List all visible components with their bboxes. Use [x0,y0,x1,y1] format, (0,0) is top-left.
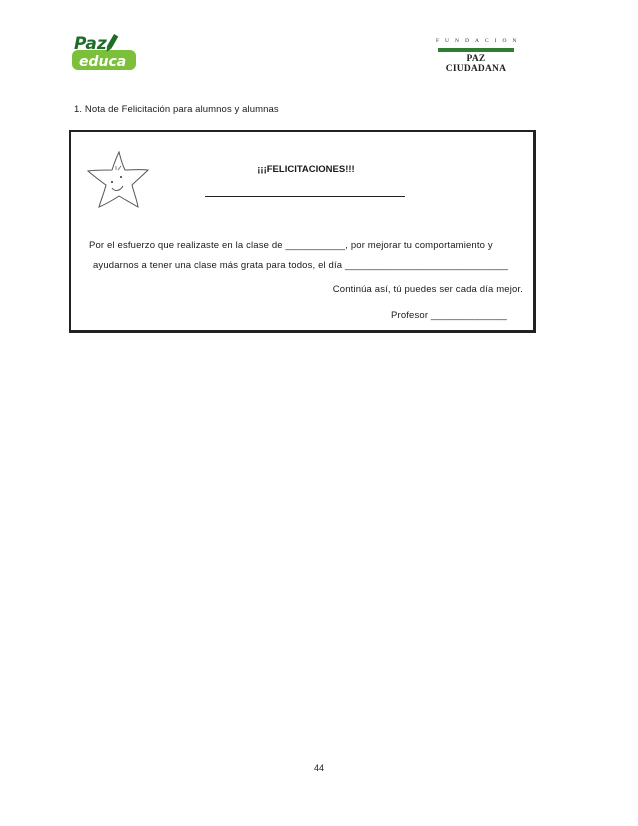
svg-text:educa: educa [79,54,127,70]
note-line-2: ayudarnos a tener una clase más grata para todos, el día ______________________________ [93,260,509,271]
section-heading: 1. Nota de Felicitación para alumnos y alumnas [74,104,279,115]
note-line-3: Continúa así, tú puedes ser cada día mejor. [332,284,523,295]
teacher-signature-line: Profesor ______________ [391,310,507,321]
logo-top-word: FUNDACION [436,38,523,44]
logo-name: PAZ CIUDADANA [445,54,507,74]
fundacion-paz-ciudadana-logo [436,38,523,74]
logo-bar [438,48,514,52]
paz-educa-logo [70,30,140,74]
smiling-star-icon [85,148,151,210]
page-number: 44 [313,763,324,773]
svg-text:Paz: Paz [74,34,107,54]
student-name-line [205,188,405,197]
note-title: ¡¡¡FELICITACIONES!!! [257,164,355,175]
note-line-1: Por el esfuerzo que realizaste en la clase de ___________, por mejorar tu comportamiento y [89,240,493,251]
congratulation-note-card [69,130,536,333]
